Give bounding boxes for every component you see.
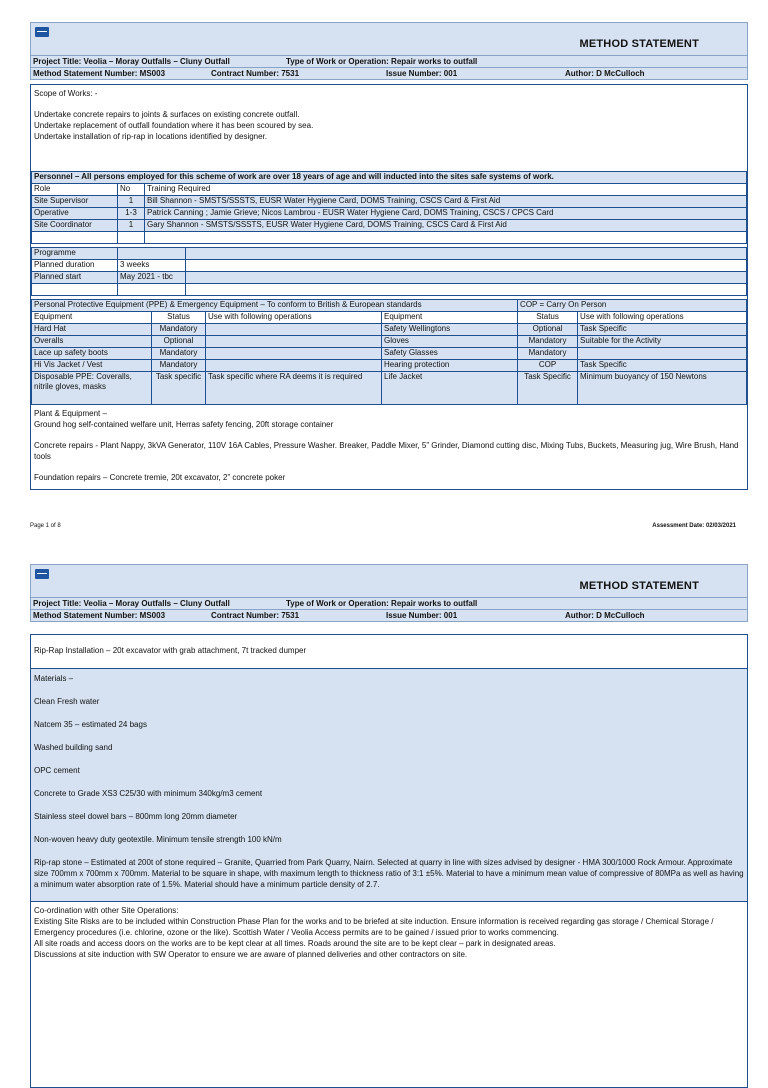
role: Site Coordinator xyxy=(32,220,118,232)
table-row xyxy=(32,372,747,405)
materials xyxy=(31,669,747,902)
col-header: Role xyxy=(32,184,118,196)
material-item: Concrete to Grade XS3 C25/30 with minimum 340kg/m3 cement xyxy=(34,789,263,798)
training: Patrick Canning ; Jamie Grieve; Nicos Lambrou - EUSR Water Hygiene Card, DOMS Training, CSCS / CPCS Card xyxy=(145,208,747,220)
equipment: Hi Vis Jacket / Vest xyxy=(32,360,152,372)
operations xyxy=(206,324,382,336)
table-row xyxy=(32,208,747,220)
material-item: OPC cement xyxy=(34,766,80,775)
project-title: Project Title: Veolia – Moray Outfalls – Cluny Outfall xyxy=(33,599,230,608)
duration-label: Planned duration xyxy=(32,260,118,272)
company-logo xyxy=(35,569,49,579)
start-label: Planned start xyxy=(32,272,118,284)
coordination xyxy=(31,902,747,963)
issue-number: Issue Number: 001 xyxy=(386,69,458,78)
col-header: Training Required xyxy=(145,184,747,196)
material-item: Clean Fresh water xyxy=(34,697,100,706)
role: Operative xyxy=(32,208,118,220)
ppe-table xyxy=(31,299,747,405)
material-item: Stainless steel dowel bars – 800mm long 20mm diameter xyxy=(34,812,238,821)
page-header xyxy=(30,564,748,622)
author: Author: D McCulloch xyxy=(565,611,645,620)
personnel-heading: Personnel – All persons employed for this scheme of work are over 18 years of age and will inducted into the sites safe systems of work. xyxy=(32,172,747,184)
table-row xyxy=(32,348,747,360)
training: Gary Shannon - SMSTS/SSSTS, EUSR Water Hygiene Card, DOMS Training, CSCS Card & First Aid xyxy=(145,220,747,232)
duration-value: 3 weeks xyxy=(118,260,186,272)
company-logo xyxy=(35,27,49,37)
programme-heading: Programme xyxy=(32,248,118,260)
equipment: Disposable PPE: Coveralls, nitrile gloves, masks xyxy=(32,372,152,405)
riprap-installation: Rip-Rap Installation – 20t excavator with grab attachment, 7t tracked dumper xyxy=(31,635,747,669)
count: 1 xyxy=(118,196,145,208)
programme-table xyxy=(31,247,747,296)
status: Task Specific xyxy=(518,372,578,405)
status: Optional xyxy=(518,324,578,336)
contract-number: Contract Number: 7531 xyxy=(211,611,300,620)
start-value: May 2021 - tbc xyxy=(118,272,186,284)
page-header xyxy=(30,22,748,80)
project-title: Project Title: Veolia – Moray Outfalls – Cluny Outfall xyxy=(33,57,230,66)
materials-heading: Materials – xyxy=(34,674,74,683)
operations xyxy=(206,336,382,348)
coord-line: Discussions at site induction with SW Operator to ensure we are aware of planned deliveries and other contractors on site. xyxy=(34,950,468,959)
equipment: Lace up safety boots xyxy=(32,348,152,360)
coord-line: Existing Site Risks are to be included within Construction Phase Plan for the works and to be briefed at site induction. Ensure information is received regarding gas storage / Chemical Storage / Emergency procedures (i.e. chlorine, ozone or the like). Scottish Water / Veolia Access permits are to be gained / issued prior to works commencing. xyxy=(34,917,714,937)
training: Bill Shannon - SMSTS/SSSTS, EUSR Water Hygiene Card, DOMS Training, CSCS Card & First Aid xyxy=(145,196,747,208)
col-header: Equipment xyxy=(32,312,152,324)
col-header: No xyxy=(118,184,145,196)
table-row xyxy=(32,196,747,208)
coord-heading: Co-ordination with other Site Operations: xyxy=(34,906,179,915)
operations: Suitable for the Activity xyxy=(578,336,747,348)
equipment: Life Jacket xyxy=(382,372,518,405)
material-item: Non-woven heavy duty geotextile. Minimum tensile strength 100 kN/m xyxy=(34,835,282,844)
status: Task specific xyxy=(152,372,206,405)
plant-line: Concrete repairs - Plant Nappy, 3kVA Generator, 110V 16A Cables, Pressure Washer. Breaker, Paddle Mixer, 5” Grinder, Diamond cutting disc, Mixing Tubs, Buckets, Measuring jug, Wire Brush, Hand tools xyxy=(34,441,739,461)
cop-note: COP = Carry On Person xyxy=(518,300,747,312)
equipment: Hard Hat xyxy=(32,324,152,336)
author: Author: D McCulloch xyxy=(565,69,645,78)
operations xyxy=(578,348,747,360)
material-item: Natcem 35 – estimated 24 bags xyxy=(34,720,147,729)
col-header: Status xyxy=(518,312,578,324)
main-section xyxy=(30,84,748,490)
issue-number: Issue Number: 001 xyxy=(386,611,458,620)
ms-number: Method Statement Number: MS003 xyxy=(33,69,166,78)
scope-line: Undertake concrete repairs to joints & surfaces on existing concrete outfall. xyxy=(34,110,300,119)
count: 1-3 xyxy=(118,208,145,220)
plant-line: Ground hog self-contained welfare unit, Herras safety fencing, 20ft storage container xyxy=(34,420,334,429)
equipment: Safety Wellingtons xyxy=(382,324,518,336)
operations: Task specific where RA deems it is required xyxy=(206,372,382,405)
status: Mandatory xyxy=(518,348,578,360)
scope-line: Undertake replacement of outfall foundation where it has been scoured by sea. xyxy=(34,121,314,130)
table-row xyxy=(32,360,747,372)
col-header: Use with following operations xyxy=(206,312,382,324)
coord-line: All site roads and access doors on the works are to be kept clear at all times. Roads around the site are to be kept clear – park in designated areas. xyxy=(34,939,556,948)
equipment: Overalls xyxy=(32,336,152,348)
scope-of-works xyxy=(31,85,747,171)
equipment: Gloves xyxy=(382,336,518,348)
status: COP xyxy=(518,360,578,372)
document-title: METHOD STATEMENT xyxy=(579,38,699,50)
equipment: Safety Glasses xyxy=(382,348,518,360)
table-row xyxy=(32,336,747,348)
material-item: Washed building sand xyxy=(34,743,113,752)
ppe-heading: Personal Protective Equipment (PPE) & Emergency Equipment – To conform to British & European standards xyxy=(32,300,518,312)
plant-line: Foundation repairs – Concrete tremie, 20t excavator, 2” concrete poker xyxy=(34,473,286,482)
operations: Task Specific xyxy=(578,360,747,372)
table-row xyxy=(32,324,747,336)
status: Mandatory xyxy=(152,324,206,336)
role: Site Supervisor xyxy=(32,196,118,208)
table-row xyxy=(32,220,747,232)
work-type: Type of Work or Operation: Repair works to outfall xyxy=(286,599,478,608)
status: Mandatory xyxy=(518,336,578,348)
operations: Task Specific xyxy=(578,324,747,336)
equipment: Hearing protection xyxy=(382,360,518,372)
contract-number: Contract Number: 7531 xyxy=(211,69,300,78)
col-header: Equipment xyxy=(382,312,518,324)
status: Mandatory xyxy=(152,360,206,372)
operations xyxy=(206,348,382,360)
personnel-table xyxy=(31,171,747,244)
work-type: Type of Work or Operation: Repair works to outfall xyxy=(286,57,478,66)
riprap-stone-spec: Rip-rap stone – Estimated at 200t of stone required – Granite, Quarried from Park Quarry, Nairn. Selected at quarry in line with sizes advised by designer - HMA 300/1000 Rock Armour. Approximate size 700mm x 700mm x 700mm. Material to be square in shape, with maximum length to thickness ratio of 3:1 ±5%. Material to have a minimum mean value of compressive of 80MPa as well as having a minimum water absorption rate of 1.5%. Material should have a minimum particle density of 2.7. xyxy=(34,858,744,889)
operations xyxy=(206,360,382,372)
assessment-date: Assessment Date: 02/03/2021 xyxy=(652,523,736,529)
page-2 xyxy=(30,564,748,1088)
page-1 xyxy=(30,22,748,490)
status: Optional xyxy=(152,336,206,348)
page-number: Page 1 of 8 xyxy=(30,523,61,529)
status: Mandatory xyxy=(152,348,206,360)
ms-number: Method Statement Number: MS003 xyxy=(33,611,166,620)
scope-line: Undertake installation of rip-rap in locations identified by designer. xyxy=(34,132,268,141)
count: 1 xyxy=(118,220,145,232)
plant-heading: Plant & Equipment – xyxy=(34,409,107,418)
document-title: METHOD STATEMENT xyxy=(579,580,699,592)
col-header: Status xyxy=(152,312,206,324)
operations: Minimum buoyancy of 150 Newtons xyxy=(578,372,747,405)
col-header: Use with following operations xyxy=(578,312,747,324)
scope-heading: Scope of Works: - xyxy=(34,89,98,98)
plant-equipment xyxy=(31,405,747,489)
main-section xyxy=(30,634,748,1088)
